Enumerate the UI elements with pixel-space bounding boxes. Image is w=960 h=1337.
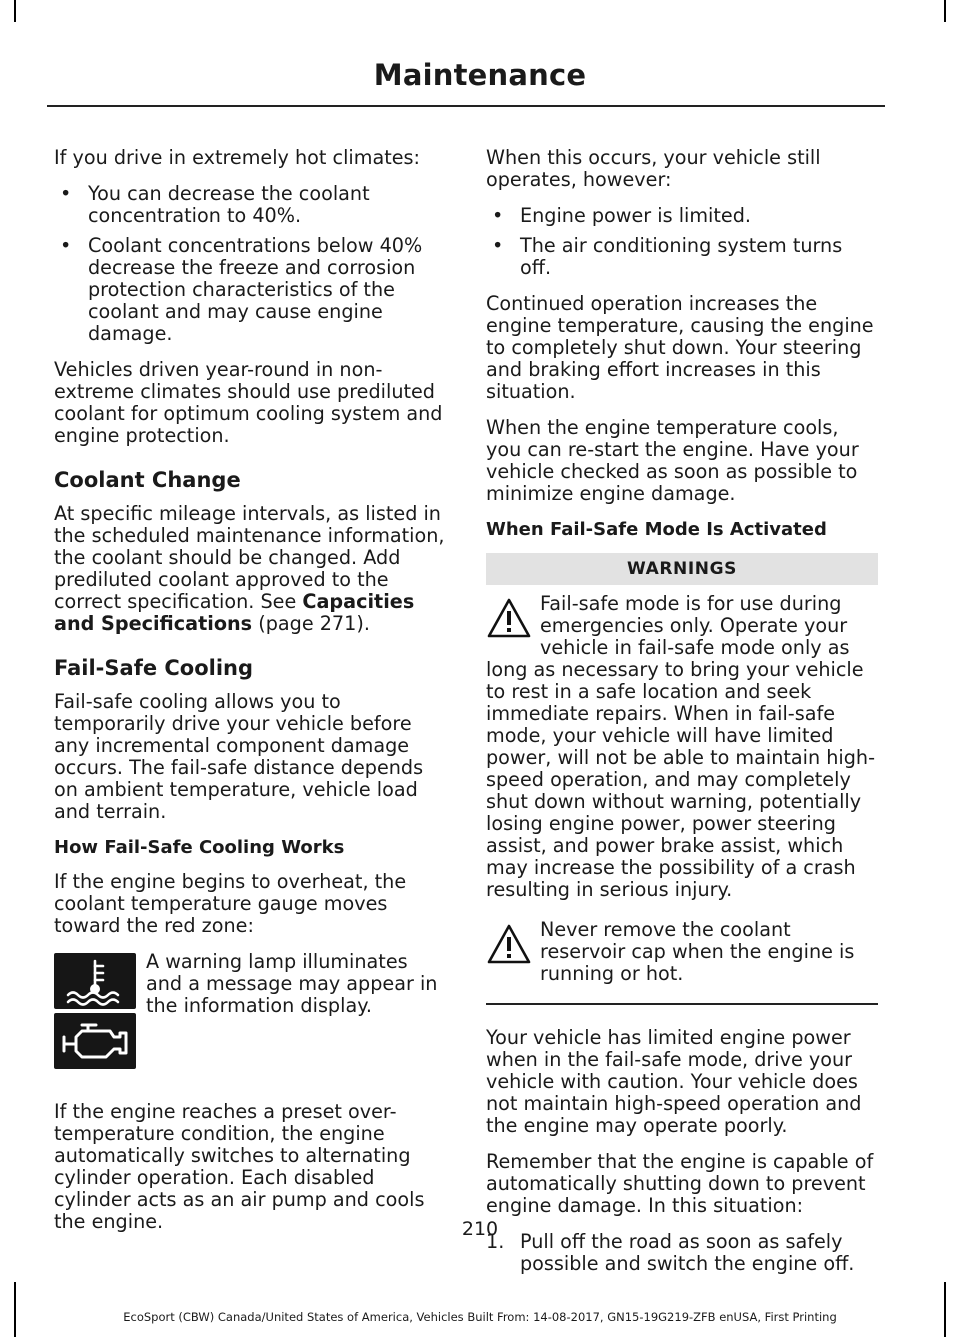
list-item: • Engine power is limited. — [492, 204, 751, 227]
check-engine-icon — [54, 1013, 136, 1069]
coolant-change-paragraph: At specific mileage intervals, as listed in the scheduled maintenance information, the coolant should be changed. Add prediluted coolant approved to the correct specification. See Capacities and Specifications (page 271). — [54, 502, 445, 635]
footer-text: EcoSport (CBW) Canada/United States of America, Vehicles Built From: 14-08-2017, GN15-19G219-ZFB enUSA, First Printing — [123, 1310, 837, 1324]
remember-paragraph: Remember that the engine is capable of automatically shutting down to prevent engine damage. In this situation: — [486, 1150, 874, 1217]
crop-mark — [944, 0, 946, 22]
warning-triangle-icon — [486, 597, 532, 639]
bullet-mark: • — [60, 234, 72, 257]
operates-bullets — [486, 205, 878, 279]
hot-climates-intro: If you drive in extremely hot climates: — [54, 146, 420, 169]
warning-item: Fail-safe mode is for use during emergencies only. Operate your vehicle in fail-safe mode only as long as necessary to bring your vehicle to rest in a safe location and seek immediate repairs. When in fail-safe mode, your vehicle will have limited power, will not be able to maintain high-speed operation, and may completely shut down without warning, potentially losing engine power, power steering assist, and power brake assist, which may increase the possibility of a crash resulting in serious injury. — [486, 592, 875, 901]
warning-item: Never remove the coolant reservoir cap when the engine is running or hot. — [486, 919, 878, 985]
occurs-paragraph: When this occurs, your vehicle still operates, however: — [486, 146, 821, 191]
warning-triangle-icon — [486, 923, 532, 965]
overheat-paragraph: If the engine begins to overheat, the coolant temperature gauge moves toward the red zone: — [54, 870, 407, 937]
fail-safe-paragraph: Fail-safe cooling allows you to temporarily drive your vehicle before any incremental component damage occurs. The fail-safe distance depends on ambient temperature, vehicle load and terrain. — [54, 690, 424, 823]
header-divider — [47, 105, 885, 107]
list-item: • Coolant concentrations below 40% decrease the freeze and corrosion protection characteristics of the coolant and may cause engine damage. — [60, 234, 423, 345]
non-extreme-paragraph: Vehicles driven year-round in non-extreme climates should use prediluted coolant for optimum cooling system and engine protection. — [54, 358, 443, 447]
crop-mark — [14, 0, 16, 22]
step-number: 1. — [486, 1230, 505, 1253]
page-number: 210 — [461, 1218, 499, 1240]
list-item: 1. Pull off the road as soon as safely possible and switch the engine off. — [486, 1230, 855, 1275]
how-fail-safe-heading: How Fail-Safe Cooling Works — [54, 837, 345, 858]
over-temperature-paragraph: If the engine reaches a preset over-temperature condition, the engine automatically switches to alternating cylinder operation. Each disabled cylinder acts as an air pump and cools the engine. — [54, 1100, 425, 1233]
bullet-mark: • — [492, 204, 504, 227]
warnings-divider — [486, 1003, 878, 1005]
capacities-link[interactable]: Capacities and Specifications — [54, 590, 415, 635]
left-column — [54, 147, 446, 1247]
engine-cools-paragraph: When the engine temperature cools, you can re-start the engine. Have your vehicle checked as soon as possible to minimize engine damage. — [486, 416, 859, 505]
continued-operation-paragraph: Continued operation increases the engine temperature, causing the engine to completely shut down. Your steering and braking effort increases in this situation. — [486, 292, 874, 403]
fail-safe-activated-heading: When Fail-Safe Mode Is Activated — [486, 519, 827, 540]
list-item: • You can decrease the coolant concentration to 40%. — [60, 182, 370, 227]
page-title: Maintenance — [373, 58, 587, 92]
warning-lamps — [54, 951, 446, 1085]
warning-lamp-description: A warning lamp illuminates and a message may appear in the information display. — [146, 950, 438, 1017]
coolant-temperature-icon — [54, 953, 136, 1009]
limited-power-paragraph: Your vehicle has limited engine power when in the fail-safe mode, drive your vehicle with caution. Your vehicle does not maintain high-speed operation and the engine may operate poorly. — [486, 1026, 862, 1137]
right-column — [486, 147, 878, 1289]
warnings-heading: WARNINGS — [486, 553, 878, 585]
fail-safe-cooling-heading: Fail-Safe Cooling — [54, 656, 254, 680]
bullet-mark: • — [60, 182, 72, 205]
list-item: • The air conditioning system turns off. — [492, 234, 843, 279]
coolant-change-heading: Coolant Change — [54, 468, 241, 492]
bullet-mark: • — [492, 234, 504, 257]
hot-climate-bullets — [54, 183, 446, 345]
